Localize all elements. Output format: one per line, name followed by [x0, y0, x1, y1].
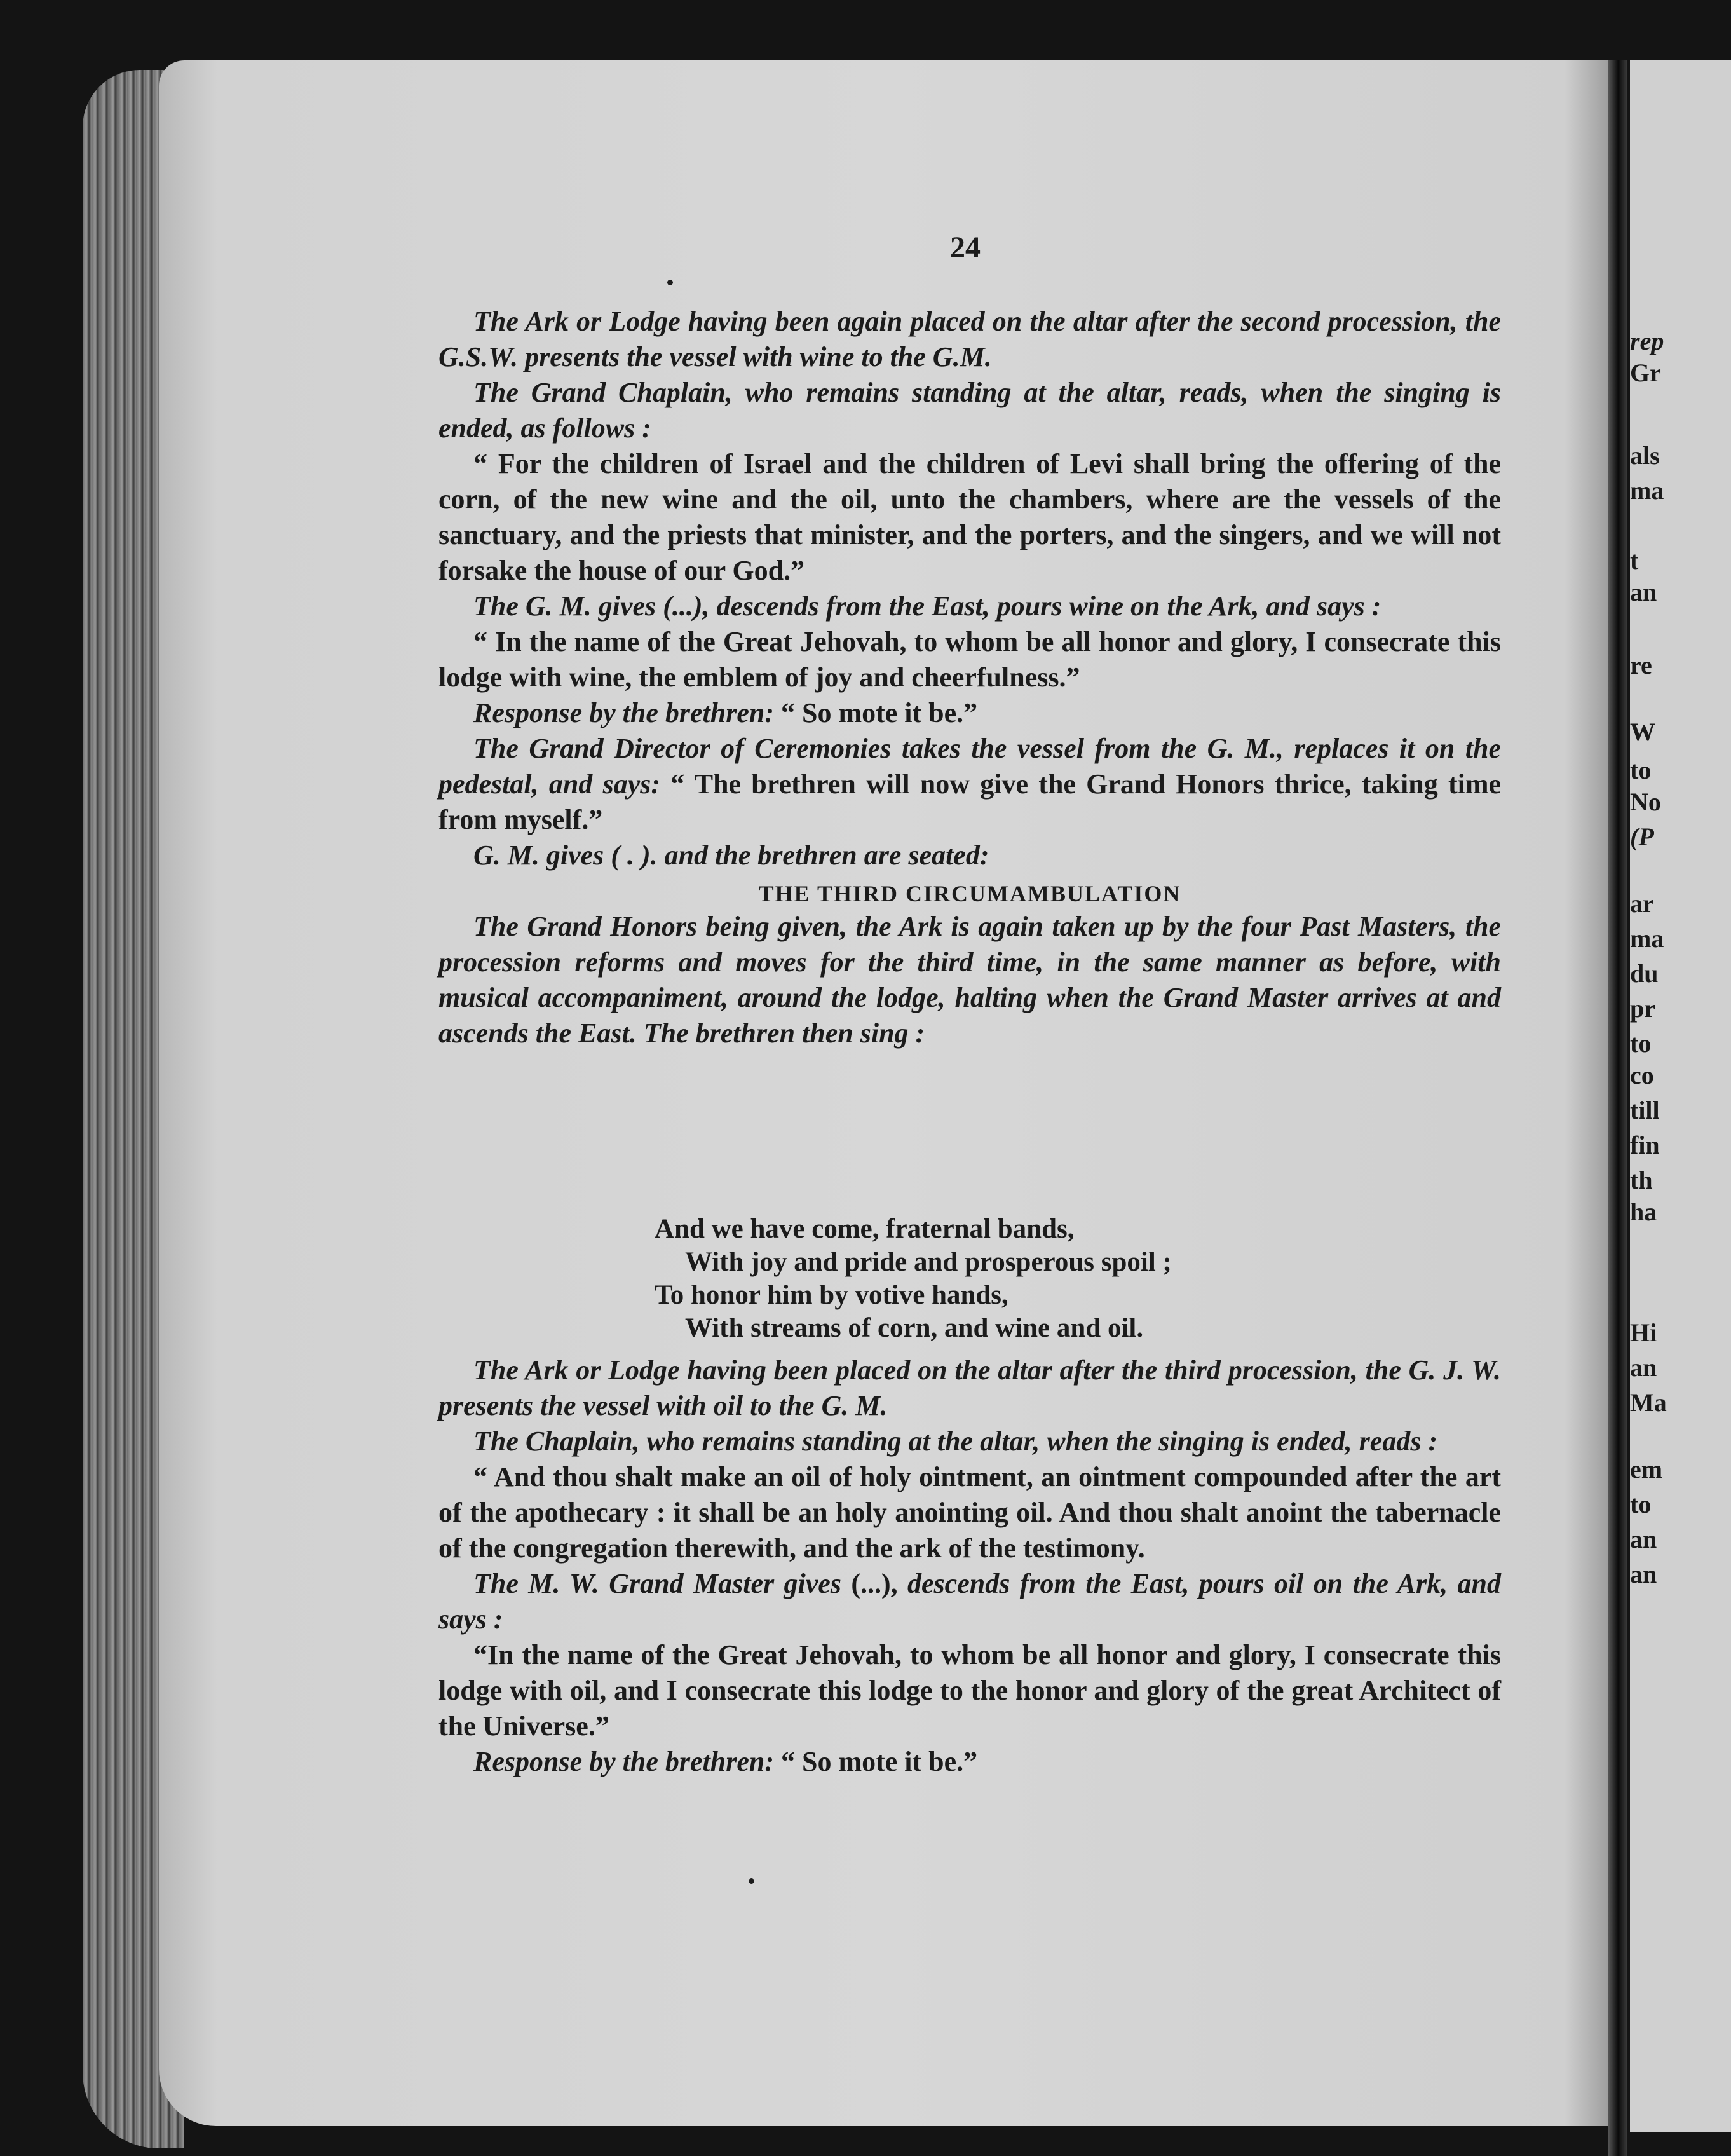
verse-line: With joy and pride and prosperous spoil ;: [685, 1247, 1172, 1277]
right-page-text-fragment: (P: [1630, 822, 1654, 851]
ink-speck: [749, 1878, 754, 1884]
direction-part-2: descends from the East, pours oil on the Ark, and says :: [438, 1568, 1501, 1635]
right-page-text-fragment: als: [1630, 441, 1660, 470]
right-page-text-fragment: Ma: [1630, 1388, 1667, 1417]
director-direction: The Grand Director of Ceremonies takes the vessel from the G. M., replaces it on the pedestal, and says:: [438, 733, 1501, 800]
right-page-text-fragment: Gr: [1630, 358, 1661, 387]
right-page-text-fragment: to: [1630, 1029, 1652, 1058]
right-page-text-fragment: to: [1630, 756, 1652, 784]
verse-line: And we have come, fraternal bands,: [655, 1214, 1075, 1244]
consecration-speech: “ In the name of the Great Jehovah, to whom be all honor and glory, I consecrate this lodge with wine, the emblem of joy and cheerfulness.”: [438, 626, 1501, 693]
right-page-text-fragment: ma: [1630, 924, 1664, 953]
right-page-text-fragment: ma: [1630, 476, 1664, 505]
stage-direction: The Grand Honors being given, the Ark is again taken up by the four Past Masters, the procession reforms and moves for the third time, in the same manner as before, with musical accompaniment, around the lodge, halting when the Grand Master arrives at and ascends the East. The brethren then sing :: [438, 911, 1501, 1049]
response-label: Response by the brethren:: [473, 1746, 774, 1777]
stage-direction: The Ark or Lodge having been placed on the altar after the third procession, the G. J. W. presents the vessel with oil to the G. M.: [438, 1354, 1501, 1421]
right-page-text-fragment: an: [1630, 578, 1657, 606]
right-page-text-fragment: em: [1630, 1455, 1663, 1484]
right-page-text-fragment: du: [1630, 959, 1659, 988]
right-page-text-fragment: ar: [1630, 889, 1654, 918]
right-page-text-fragment: fin: [1630, 1131, 1660, 1159]
right-page-text-fragment: Hi: [1630, 1318, 1657, 1347]
director-instruction: [438, 731, 1501, 838]
grand-master-direction: [438, 1566, 1501, 1637]
right-page-text-fragment: pr: [1630, 994, 1655, 1023]
stage-direction: The Grand Chaplain, who remains standing at the altar, reads, when the singing is ended, as follows :: [438, 377, 1501, 444]
right-page-text-fragment: ha: [1630, 1197, 1657, 1226]
right-page-text-fragment: till: [1630, 1096, 1660, 1124]
consecration-speech: “In the name of the Great Jehovah, to whom be all honor and glory, I consecrate this lodge with oil, and I consecrate this lodge to the honor and glory of the great Architect of the Universe.”: [438, 1639, 1501, 1742]
brethren-response: [438, 1744, 1501, 1780]
response-text: “ So mote it be.”: [774, 1746, 978, 1777]
text-block-3: [438, 1353, 1501, 1780]
stage-direction: G. M. gives ( . ). and the brethren are seated:: [473, 840, 989, 871]
stage-direction: The G. M. gives (...), descends from the East, pours wine on the Ark, and says :: [473, 590, 1381, 622]
right-page-text-fragment: re: [1630, 651, 1652, 679]
right-page-text-fragment: an: [1630, 1560, 1657, 1588]
right-page-text-fragment: t: [1630, 546, 1639, 575]
stage-direction: The Ark or Lodge having been again placed on the altar after the second procession, the G.S.W. presents the vessel with wine to the G.M.: [438, 306, 1501, 372]
right-page-text-fragment: th: [1630, 1166, 1653, 1194]
right-page-text-fragment: co: [1630, 1061, 1654, 1089]
response-label: Response by the brethren:: [473, 697, 774, 728]
book-gutter: [1608, 60, 1627, 2156]
right-page-text-fragment: an: [1630, 1353, 1657, 1382]
direction-part-1: The M. W. Grand Master gives: [473, 1568, 841, 1599]
scripture-reading: “ And thou shalt make an oil of holy ointment, an ointment compounded after the art of the apothecary : it shall be an holy anointing oil. And thou shalt anoint the tabernacle of the congregation therewith, and the ark of the testimony.: [438, 1461, 1501, 1564]
right-page-text-fragment: W: [1630, 718, 1655, 746]
right-page-text-fragment: rep: [1630, 327, 1664, 355]
brethren-response: [438, 695, 1501, 731]
verse-line: To honor him by votive hands,: [655, 1280, 1008, 1310]
right-page-text-fragment: an: [1630, 1525, 1657, 1553]
text-block-1: [438, 304, 1501, 1051]
verse-line: With streams of corn, and wine and oil.: [685, 1313, 1144, 1343]
ink-speck: [667, 280, 673, 285]
right-page-text-fragment: to: [1630, 1490, 1652, 1518]
right-page-text-fragment: No: [1630, 788, 1661, 816]
section-heading: THE THIRD CIRCUMAMBULATION: [758, 881, 1181, 906]
director-speech: “ The brethren will now give the Grand Honors thrice, taking time from myself.”: [438, 768, 1501, 835]
stage-direction: The Chaplain, who remains standing at the altar, when the singing is ended, reads :: [473, 1426, 1438, 1457]
hymn-verse: [655, 1213, 1354, 1345]
response-text: “ So mote it be.”: [774, 697, 978, 728]
scripture-reading: “ For the children of Israel and the children of Levi shall bring the offering of the corn, of the new wine and the oil, unto the chambers, where are the vessels of the sanctuary, and the priests that minister, and the porters, and the singers, and we will not forsake the house of our God.”: [438, 448, 1501, 586]
direction-knocks: (...),: [841, 1568, 908, 1599]
right-page-fragment: [1630, 60, 1731, 2132]
page-number: 24: [950, 231, 981, 264]
